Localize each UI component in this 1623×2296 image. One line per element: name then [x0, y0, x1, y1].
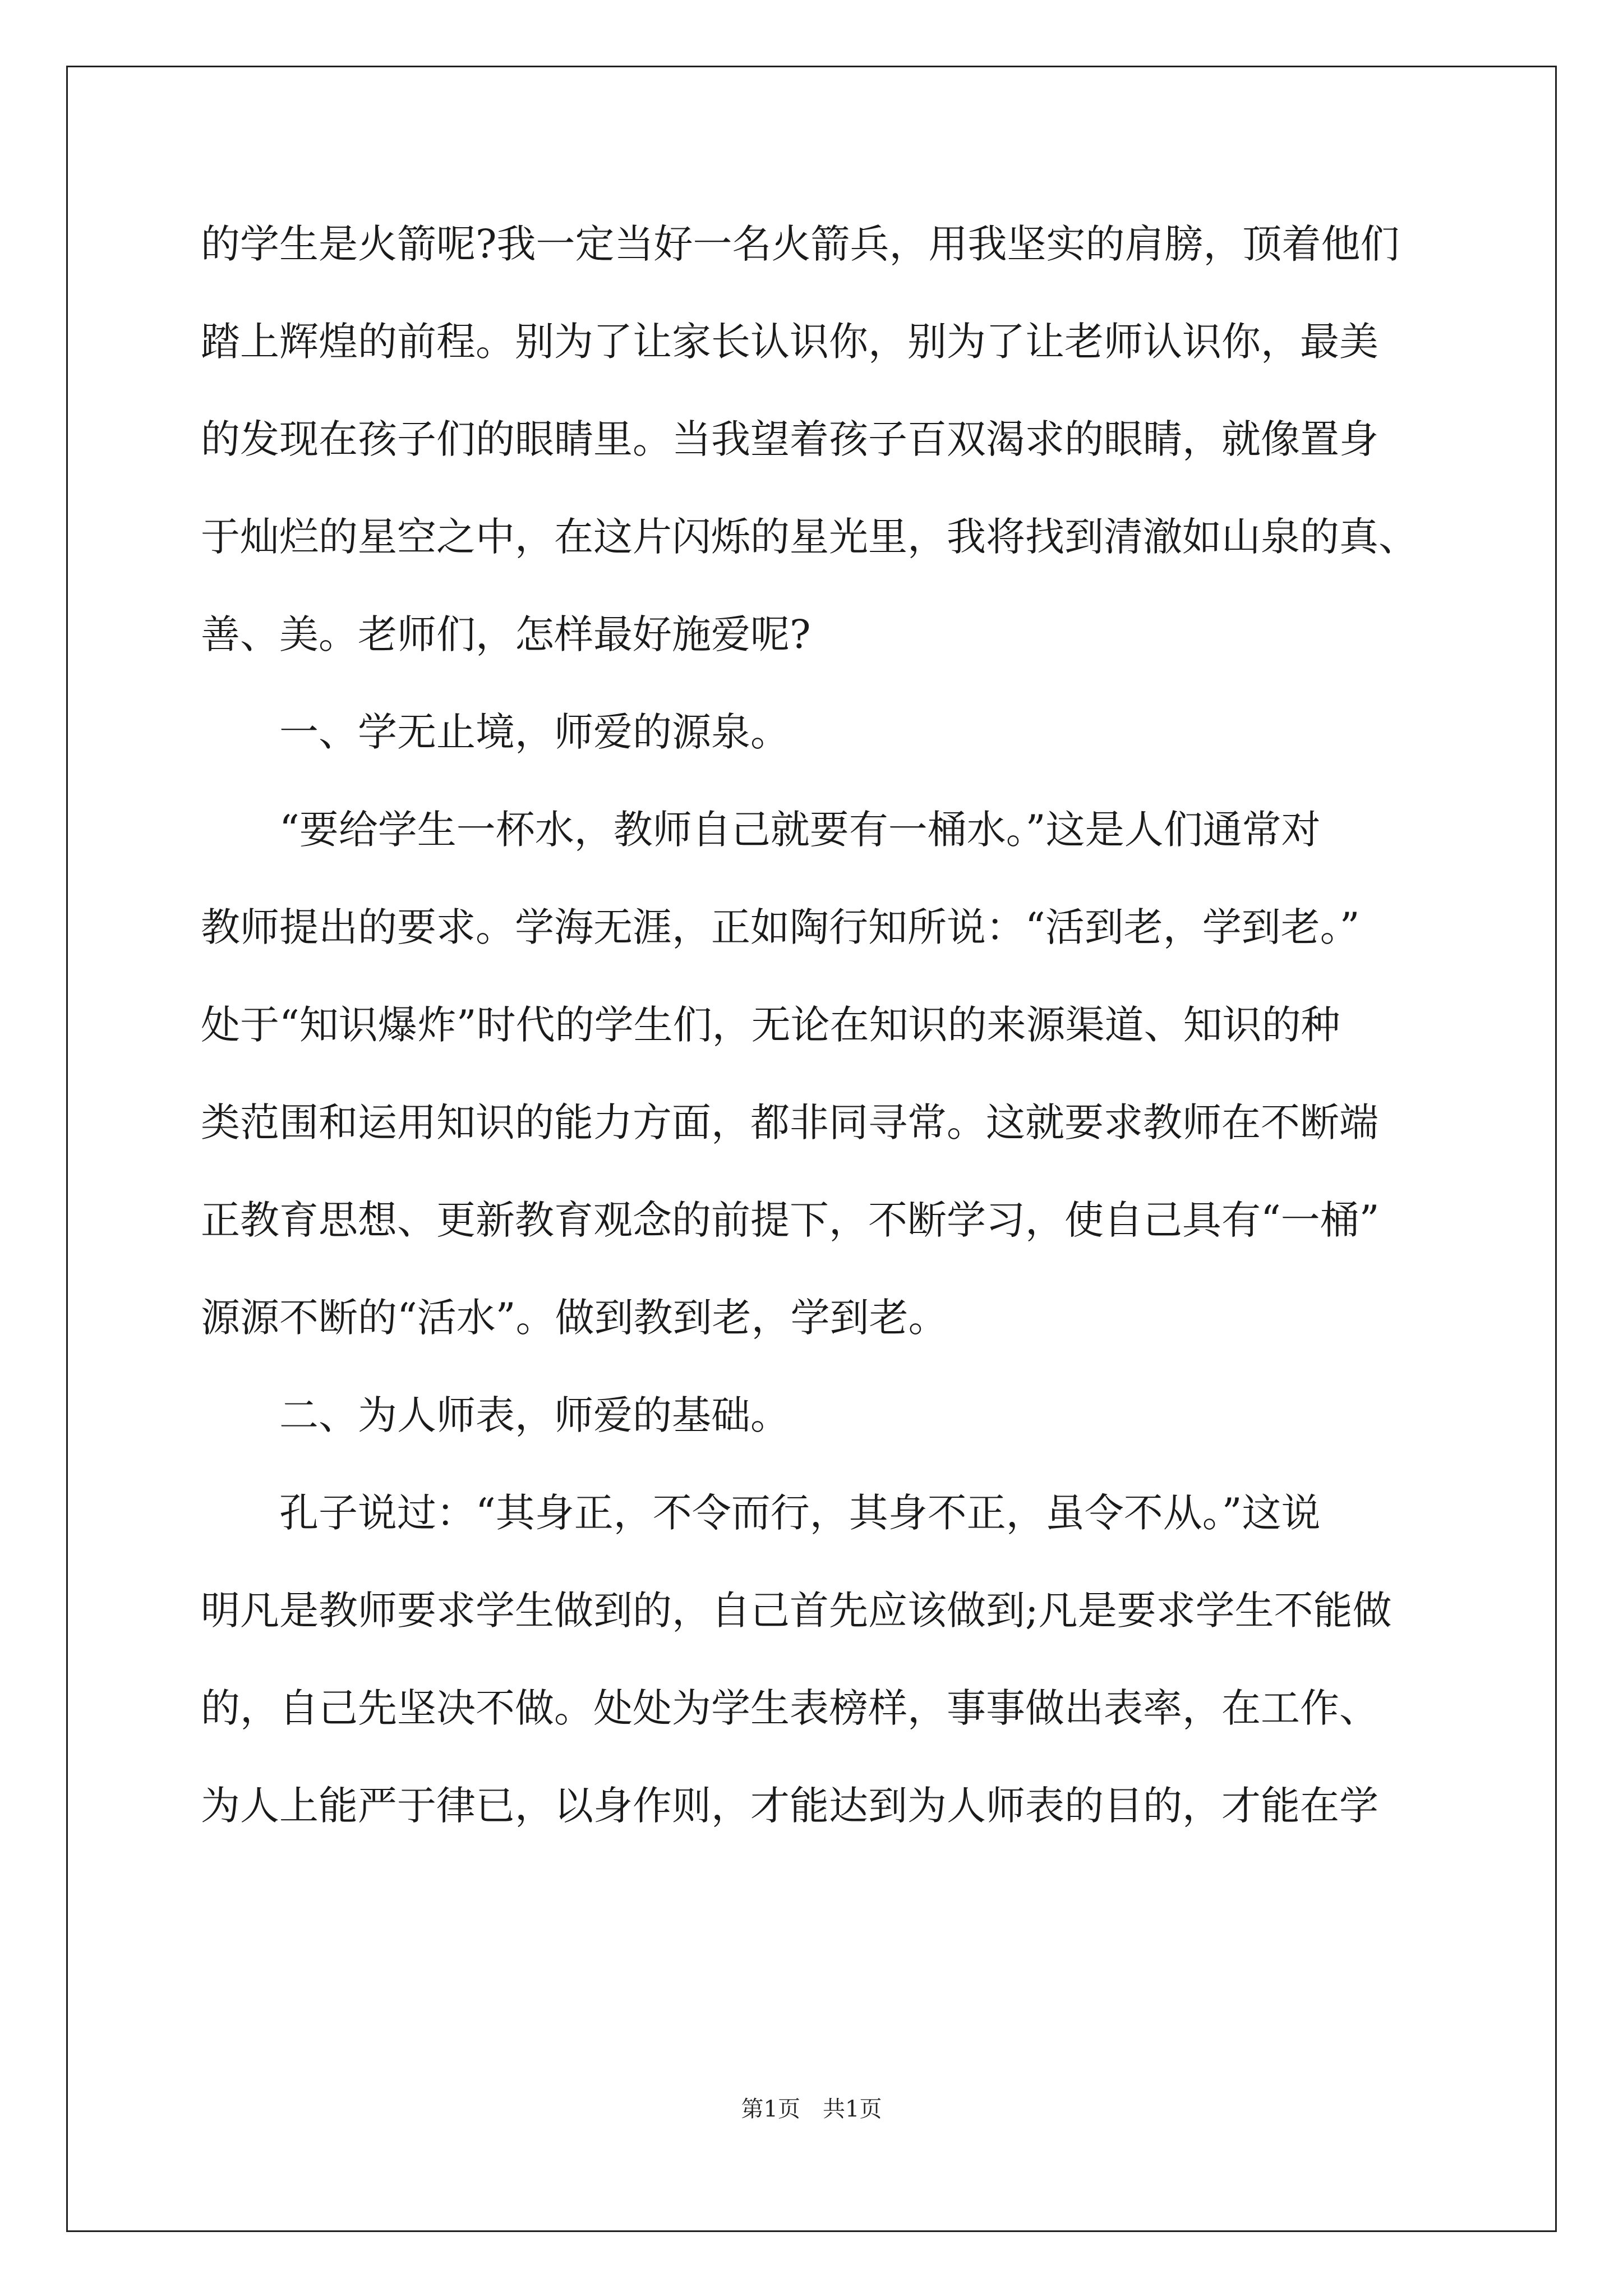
page-number-footer: 第1页 共1页 — [741, 2096, 882, 2122]
text-line: “要给学生一杯水，教师自己就要有一桶水。”这是人们通常对 — [201, 807, 1321, 853]
text-line: 的学生是火箭呢?我一定当好一名火箭兵，用我坚实的肩膀，顶着他们 — [201, 221, 1400, 267]
text-line: 教师提出的要求。学海无涯，正如陶行知所说：“活到老，学到老。” — [201, 904, 1360, 950]
text-line: 的发现在孩子们的眼睛里。当我望着孩子百双渴求的眼睛，就像置身 — [201, 416, 1378, 462]
text-line: 明凡是教师要求学生做到的，自己首先应该做到;凡是要求学生不能做 — [201, 1588, 1392, 1634]
text-line: 善、美。老师们，怎样最好施爱呢? — [201, 611, 811, 657]
text-line: 的，自己先坚决不做。处处为学生表榜样，事事做出表率，在工作、 — [201, 1685, 1378, 1731]
text-line: 踏上辉煌的前程。别为了让家长认识你，别为了让老师认识你，最美 — [201, 319, 1378, 365]
text-line: 源源不断的“活水”。做到教到老，学到老。 — [201, 1295, 948, 1341]
section-heading: 一、学无止境，师爱的源泉。 — [201, 709, 790, 755]
section-heading: 二、为人师表，师爱的基础。 — [201, 1392, 790, 1438]
text-line: 正教育思想、更新教育观念的前提下，不断学习，使自己具有“一桶” — [201, 1197, 1380, 1243]
text-line: 类范围和运用知识的能力方面，都非同寻常。这就要求教师在不断端 — [201, 1099, 1378, 1145]
text-line: 孔子说过：“其身正，不令而行，其身不正，虽令不从。”这说 — [201, 1490, 1321, 1536]
text-line: 为人上能严于律已，以身作则，才能达到为人师表的目的，才能在学 — [201, 1783, 1378, 1829]
text-line: 于灿烂的星空之中，在这片闪烁的星光里，我将找到清澈如山泉的真、 — [201, 514, 1418, 560]
text-line: 处于“知识爆炸”时代的学生们，无论在知识的来源渠道、知识的种 — [201, 1002, 1340, 1048]
